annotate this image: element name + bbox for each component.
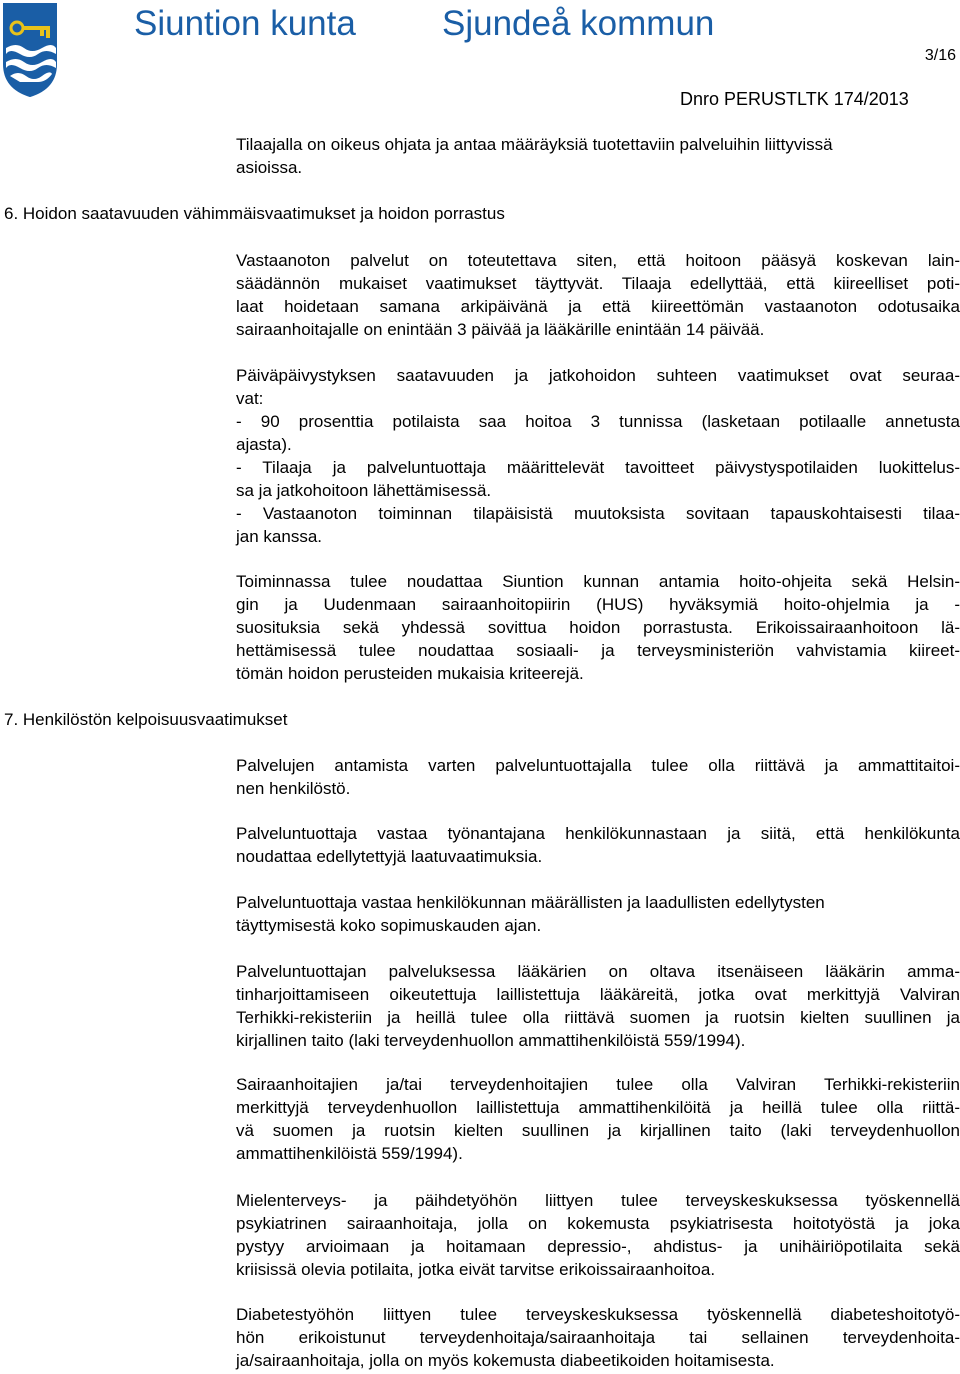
text-line: Palveluntuottaja vastaa henkilökunnan määrällisten ja laadullisten edellytysten bbox=[236, 893, 825, 912]
text-line: Palvelujen antamista varten palveluntuottajalla tulee olla riittävä ja ammattitaitoi- bbox=[236, 756, 960, 775]
section-7-paragraph-3 bbox=[236, 891, 960, 937]
text-line: hön erikoistunut terveydenhoitaja/sairaanhoitaja tai sellainen terveydenhoita- bbox=[236, 1328, 960, 1347]
text-line: sa ja jatkohoitoon lähettämisessä. bbox=[236, 481, 492, 500]
section-6-heading: 6. Hoidon saatavuuden vähimmäisvaatimukset ja hoidon porrastus bbox=[4, 204, 505, 223]
text-line: Mielenterveys- ja päihdetyöhön liittyen tulee terveyskeskuksessa työskennellä bbox=[236, 1191, 960, 1210]
text-line: pystyy arvioimaan ja hoitamaan depressio-, ahdistus- ja unihäiriöpotilaita sekä bbox=[236, 1237, 960, 1256]
text-line: täyttymisestä koko sopimuskauden ajan. bbox=[236, 916, 542, 935]
section-7-paragraph-7 bbox=[236, 1303, 960, 1372]
text-line: suosituksia sekä yhdessä sovittua hoidon porrastusta. Erikoissairaanhoitoon lä- bbox=[236, 618, 960, 637]
text-line: - Tilaaja ja palveluntuottaja määrittelevät tavoitteet päivystyspotilaiden luokittelus- bbox=[236, 458, 960, 477]
section-7-paragraph-6 bbox=[236, 1189, 960, 1281]
text-line: tinharjoittamiseen oikeutettuja laillistettuja lääkäreitä, jotka ovat merkittyjä Valviran bbox=[236, 985, 960, 1004]
text-line: Palveluntuottaja vastaa työnantajana henkilökunnastaan ja siitä, että henkilökunta bbox=[236, 824, 960, 843]
text-line: tömän hoidon perusteiden mukaisia kriteerejä. bbox=[236, 664, 584, 683]
text-line: vä suomen ja ruotsin kielten suullinen ja kirjallinen taito (laki terveydenhuollon bbox=[236, 1121, 960, 1140]
text-line: psykiatrinen sairaanhoitaja, jolla on kokemusta psykiatrisesta hoitotyöstä ja joka bbox=[236, 1214, 960, 1233]
text-line: ammattihenkilöistä 559/1994). bbox=[236, 1144, 463, 1163]
municipality-name-fi: Siuntion kunta bbox=[134, 4, 356, 43]
text-line: hettämisessä tulee noudattaa sosiaali- ja terveysministeriön vahvistamia kiireet- bbox=[236, 641, 960, 660]
text-line: kirjallinen taito (laki terveydenhuollon ammattihenkilöistä 559/1994). bbox=[236, 1031, 746, 1050]
text-line: Terhikki-rekisteriin ja heillä tulee olla riittävä suomen ja ruotsin kielten suullinen ja bbox=[236, 1008, 960, 1027]
section-7-paragraph-2 bbox=[236, 822, 960, 868]
text-line: gin ja Uudenmaan sairaanhoitopiirin (HUS) hyväksymiä hoito-ohjelmia ja - bbox=[236, 595, 960, 614]
intro-paragraph bbox=[236, 133, 960, 179]
text-line: Toiminnassa tulee noudattaa Siuntion kunnan antamia hoito-ohjeita sekä Helsin- bbox=[236, 572, 960, 591]
text-line: ja/sairaanhoitaja, jolla on myös kokemusta diabeetikoiden hoitamisesta. bbox=[236, 1351, 775, 1370]
section-6-paragraph-2 bbox=[236, 364, 960, 548]
section-7-paragraph-4 bbox=[236, 960, 960, 1052]
section-6-paragraph-3 bbox=[236, 570, 960, 685]
text-line: asioissa. bbox=[236, 158, 303, 177]
text-line: Sairaanhoitajien ja/tai terveydenhoitajien tulee olla Valviran Terhikki-rekisteriin bbox=[236, 1075, 960, 1094]
text-line: Palveluntuottajan palveluksessa lääkärien on oltava itsenäiseen lääkärin amma- bbox=[236, 962, 960, 981]
text-line: - Vastaanoton toiminnan tilapäisistä muutoksista sovitaan tapauskohtaisesti tilaa- bbox=[236, 504, 960, 523]
text-line: säädännön mukaiset vaatimukset täyttyvät. Tilaaja edellyttää, että kiireelliset poti- bbox=[236, 274, 960, 293]
text-line: Vastaanoton palvelut on toteutettava siten, että hoitoon pääsyä koskevan lain- bbox=[236, 251, 960, 270]
text-line: nen henkilöstö. bbox=[236, 779, 351, 798]
text-line: Päiväpäivystyksen saatavuuden ja jatkohoidon suhteen vaatimukset ovat seuraa- bbox=[236, 366, 960, 385]
text-line: ajasta). bbox=[236, 435, 292, 454]
section-7-paragraph-5 bbox=[236, 1073, 960, 1165]
text-line: jan kanssa. bbox=[236, 527, 322, 546]
page-number: 3/16 bbox=[924, 47, 956, 64]
document-reference: Dnro PERUSTLTK 174/2013 bbox=[680, 89, 909, 109]
text-line: noudattaa edellytettyjä laatuvaatimuksia. bbox=[236, 847, 543, 866]
text-line: kriisissä olevia potilaita, jotka eivät tarvitse erikoissairaanhoitoa. bbox=[236, 1260, 716, 1279]
text-line: Diabetestyöhön liittyen tulee terveyskeskuksessa työskennellä diabeteshoitotyö- bbox=[236, 1305, 960, 1324]
coat-of-arms-key-icon bbox=[2, 2, 58, 98]
text-line: - 90 prosenttia potilaista saa hoitoa 3 tunnissa (lasketaan potilaalle annetusta bbox=[236, 412, 960, 431]
text-line: sairaanhoitajalle on enintään 3 päivää ja lääkärille enintään 14 päivää. bbox=[236, 320, 765, 339]
section-7-heading: 7. Henkilöstön kelpoisuusvaatimukset bbox=[4, 710, 288, 729]
municipality-name-sv: Sjundeå kommun bbox=[442, 4, 715, 43]
text-line: Tilaajalla on oikeus ohjata ja antaa määräyksiä tuotettaviin palveluihin liittyvissä bbox=[236, 135, 833, 154]
text-line: merkittyjä terveydenhuollon laillistettuja ammattihenkilöitä ja heillä tulee olla riittä- bbox=[236, 1098, 960, 1117]
section-7-paragraph-1 bbox=[236, 754, 960, 800]
section-6-paragraph-1 bbox=[236, 249, 960, 341]
text-line: laat hoidetaan samana arkipäivänä ja että kiireettömän vastaanoton odotusaika bbox=[236, 297, 960, 316]
text-line: vat: bbox=[236, 389, 264, 408]
